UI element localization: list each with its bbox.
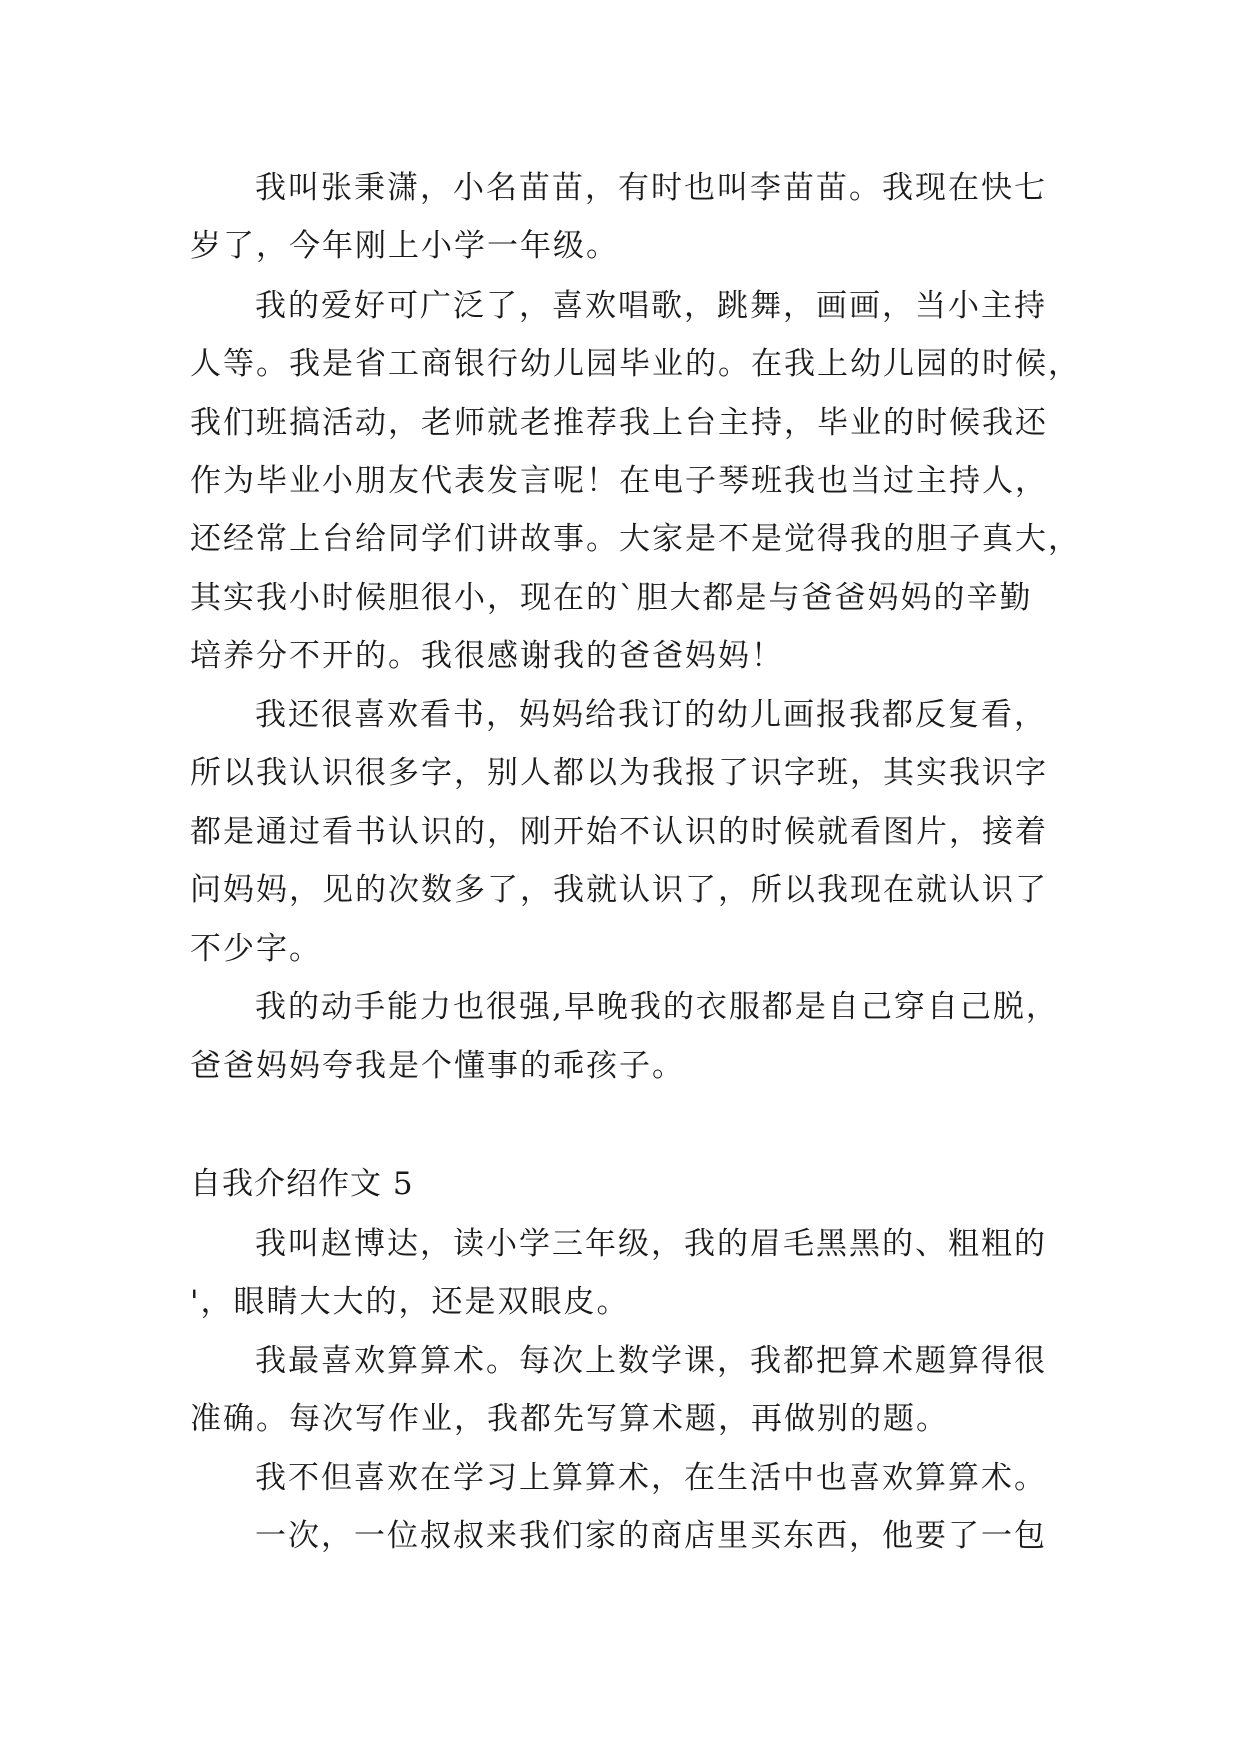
- paragraph-line: 岁了，今年刚上小学一年级。: [190, 228, 619, 264]
- paragraph-line: 还经常上台给同学们讲故事。大家是不是觉得我的胆子真大，: [190, 521, 1081, 557]
- paragraph-line: 一次，一位叔叔来我们家的商店里买东西，他要了一包: [255, 1518, 1047, 1554]
- paragraph-line: 不少字。: [190, 931, 322, 967]
- paragraph-line: 爸爸妈妈夸我是个懂事的乖孩子。: [190, 1048, 685, 1084]
- paragraph-line: 人等。我是省工商银行幼儿园毕业的。在我上幼儿园的时候，: [190, 346, 1081, 382]
- paragraph-line: '，眼睛大大的，还是双眼皮。: [190, 1284, 630, 1320]
- section-heading: 自我介绍作文 5: [190, 1166, 414, 1202]
- paragraph-line: 我最喜欢算算术。每次上数学课，我都把算术题算得很: [255, 1343, 1047, 1379]
- paragraph-line: 我不但喜欢在学习上算算术，在生活中也喜欢算算术。: [255, 1460, 1047, 1496]
- paragraph-line: 问妈妈，见的次数多了，我就认识了，所以我现在就认识了: [190, 872, 1048, 908]
- paragraph-line: 所以我认识很多字，别人都以为我报了识字班，其实我识字: [190, 755, 1048, 791]
- paragraph-line: 我们班搞活动，老师就老推荐我上台主持，毕业的时候我还: [190, 405, 1048, 441]
- paragraph-line: 我叫张秉潇，小名苗苗，有时也叫李苗苗。我现在快七: [255, 170, 1047, 206]
- paragraph-line: 我的动手能力也很强,早晚我的衣服都是自己穿自己脱，: [255, 989, 1059, 1025]
- paragraph-line: 我叫赵博达，读小学三年级，我的眉毛黑黑的、粗粗的: [255, 1226, 1047, 1262]
- paragraph-line: 准确。每次写作业，我都先写算术题，再做别的题。: [190, 1401, 949, 1437]
- paragraph-line: 都是通过看书认识的，刚开始不认识的时候就看图片，接着: [190, 814, 1048, 850]
- paragraph-line: 我的爱好可广泛了，喜欢唱歌，跳舞，画画，当小主持: [255, 288, 1047, 324]
- paragraph-line: 我还很喜欢看书，妈妈给我订的幼儿画报我都反复看，: [255, 697, 1047, 733]
- paragraph-line: 培养分不开的。我很感谢我的爸爸妈妈！: [190, 638, 784, 674]
- paragraph-line: 作为毕业小朋友代表发言呢！在电子琴班我也当过主持人，: [190, 463, 1048, 499]
- paragraph-line: 其实我小时候胆很小，现在的`胆大都是与爸爸妈妈的辛勤: [190, 580, 1033, 616]
